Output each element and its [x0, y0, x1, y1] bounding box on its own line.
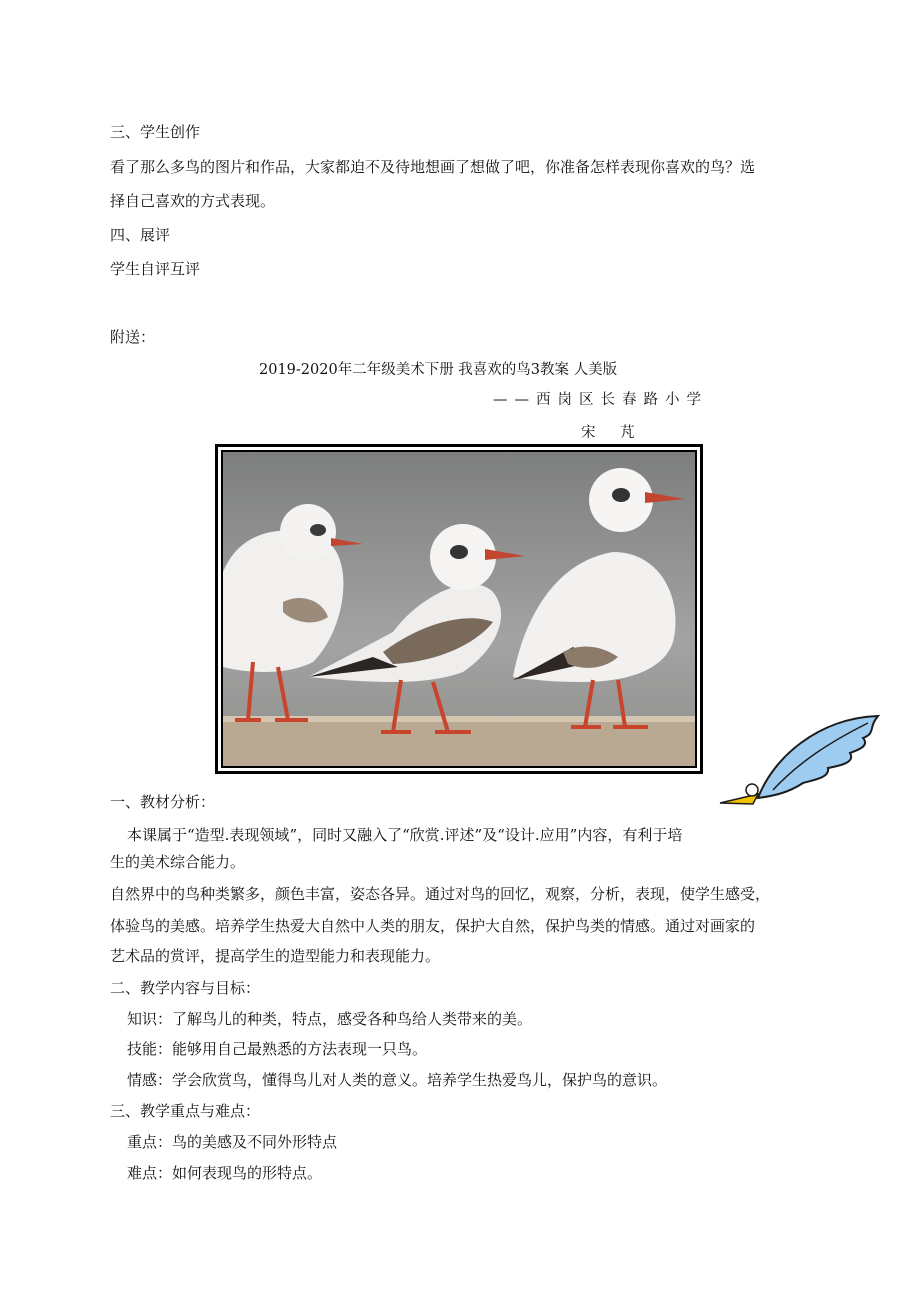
part1-line4: 体验鸟的美感。培养学生热爱大自然中人类的朋友，保护大自然，保护鸟类的情感。通过对画家的	[110, 917, 756, 935]
author-line: 宋 芃	[581, 425, 645, 441]
section4-text: 学生自评互评	[110, 260, 201, 278]
section3-para-line1: 看了那么多鸟的图片和作品，大家都迫不及待地想画了想做了吧，你准备怎样表现你喜欢的鸟？选	[110, 158, 756, 176]
part2-heading: 二、教学内容与目标：	[110, 979, 261, 997]
quill-pen-icon	[718, 708, 883, 808]
part3-difficulty: 难点：如何表现鸟的形特点。	[127, 1164, 323, 1182]
appendix-label: 附送：	[110, 328, 156, 346]
section3-heading: 三、学生创作	[110, 123, 201, 141]
school-line: ——西岗区长春路小学	[493, 392, 708, 408]
part1-line1: 本课属于“造型.表现领域”，同时又融入了“欣赏.评述”及“设计.应用”内容，有利于培	[127, 826, 683, 844]
part1-line2: 生的美术综合能力。	[110, 853, 246, 871]
part1-line5: 艺术品的赏评，提高学生的造型能力和表现能力。	[110, 947, 441, 965]
part3-heading: 三、教学重点与难点：	[110, 1102, 261, 1120]
part1-heading: 一、教材分析：	[110, 793, 216, 811]
part2-knowledge: 知识：了解鸟儿的种类，特点，感受各种鸟给人类带来的美。	[127, 1010, 533, 1028]
seagull-photo	[223, 452, 695, 766]
part1-line3: 自然界中的鸟种类繁多，颜色丰富，姿态各异。通过对鸟的回忆，观察，分析，表现，使学生感受，	[110, 885, 771, 903]
section4-heading: 四、展评	[110, 226, 171, 244]
section3-para-line2: 择自己喜欢的方式表现。	[110, 192, 276, 210]
part2-emotion: 情感：学会欣赏鸟，懂得鸟儿对人类的意义。培养学生热爱鸟儿，保护鸟的意识。	[127, 1071, 668, 1089]
part2-skill: 技能：能够用自己最熟悉的方法表现一只鸟。	[127, 1040, 428, 1058]
seagull-photo-frame	[215, 444, 703, 774]
doc-title: 2019-2020年二年级美术下册 我喜欢的鸟3教案 人美版	[259, 362, 618, 378]
part3-key: 重点：鸟的美感及不同外形特点	[127, 1133, 338, 1151]
